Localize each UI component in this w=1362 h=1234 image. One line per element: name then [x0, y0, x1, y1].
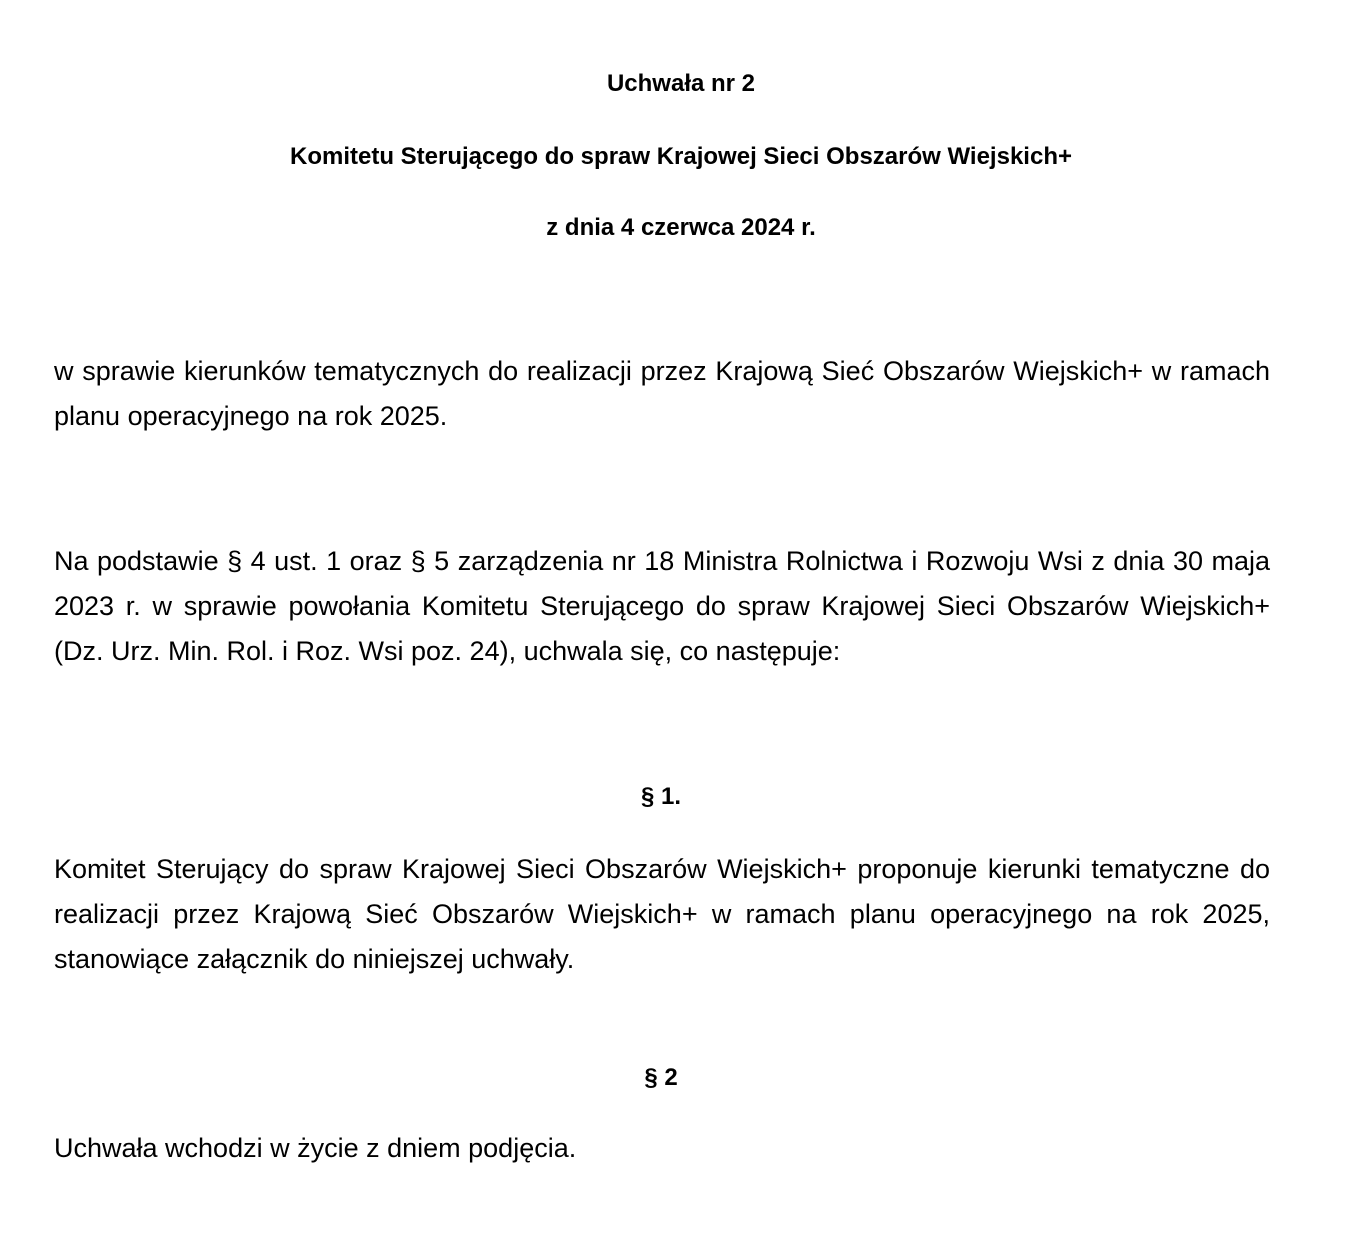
- section-2-mark: § 2: [644, 1064, 678, 1091]
- section-1-text: Komitet Sterujący do spraw Krajowej Sieci Obszarów Wiejskich+ proponuje kierunki tematyczne do realizacji przez Krajową Sieć Obszarów Wiejskich+ w ramach planu operacyjnego na rok 2025, stanowiące załącznik do niniejszej uchwały.: [54, 854, 1270, 974]
- resolution-subject: w sprawie kierunków tematycznych do realizacji przez Krajową Sieć Obszarów Wiejskich+ w ramach planu operacyjnego na rok 2025.: [54, 356, 1270, 431]
- legal-basis-paragraph: Na podstawie § 4 ust. 1 oraz § 5 zarządzenia nr 18 Ministra Rolnictwa i Rozwoju Wsi z dnia 30 maja 2023 r. w sprawie powołania Komitetu Sterującego do spraw Krajowej Sieci Obszarów Wiejskich+ (Dz. Urz. Min. Rol. i Roz. Wsi poz. 24), uchwala się, co następuje:: [54, 546, 1270, 666]
- resolution-number-title: Uchwała nr 2: [606, 70, 756, 97]
- resolution-date: z dnia 4 czerwca 2024 r.: [546, 214, 816, 241]
- committee-title: Komitetu Sterującego do spraw Krajowej Sieci Obszarów Wiejskich+: [289, 143, 1072, 170]
- section-1-mark: § 1.: [640, 783, 682, 810]
- section-2-text: Uchwała wchodzi w życie z dniem podjęcia.: [54, 1133, 577, 1163]
